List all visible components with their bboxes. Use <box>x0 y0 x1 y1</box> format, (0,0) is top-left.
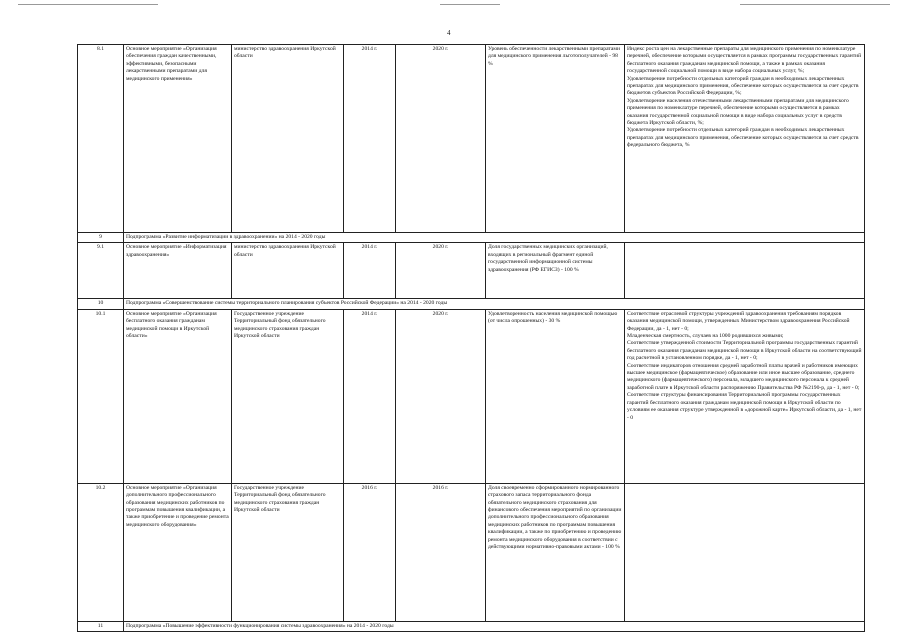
indicator-line: Индекс роста цен на лекарственные препараты для медицинского применения по номенклатуре перечней, обеспечение которыми осуществляется в рамках программы государственных гарантий бесплатного оказания гражданам медицинской помощи, а также в рамках оказания государственной социальной помощи в виде набора социальных услуг, %; <box>627 46 862 75</box>
program-table <box>77 44 865 632</box>
table-row <box>78 243 865 299</box>
indicator-line: Удовлетворение потребности отдельных категорий граждан в необходимых лекарственных препаратах для медицинского применения, обеспечение которых осуществляется за счет средств бюджетов субъектов Российской Федерации, %; <box>627 75 859 97</box>
section-number: 11 <box>78 621 124 631</box>
end-year-cell: 2020 г. <box>396 45 486 233</box>
section-title: Подпрограмма «Совершенствование системы территориального планирования субъектов Российской Федерации» на 2014 - 2020 годы <box>124 299 865 309</box>
executor-cell: министерство здравоохранения Иркутской области <box>232 243 344 299</box>
scan-edge-left <box>18 4 158 5</box>
event-cell: Основное мероприятие «Организация бесплатного оказания гражданам медицинской помощи в Иркутской области» <box>124 309 232 483</box>
event-cell: Основное мероприятие «Организация дополнительного профессионального образования медицинских работников по программам повышения квалификации, а также приобретение и проведение ремонта медицинского оборудования» <box>124 483 232 621</box>
scan-edge-right <box>740 4 890 5</box>
executor-cell: Государственное учреждение Территориальный фонд обязательного медицинского страхования граждан Иркутской области <box>232 309 344 483</box>
result-cell: Уровень обеспеченности лекарственными препаратами для медицинского применения льготополучателей - 98 % <box>486 45 625 233</box>
indicator-line: Младенческая смертность, случаев на 1000 родившихся живыми; <box>627 333 784 340</box>
section-title: Подпрограмма «Развитие информатизации в здравоохранении» на 2014 - 2020 годы <box>124 233 865 243</box>
row-number: 10.1 <box>78 309 124 483</box>
indicator-line: Соответствие утвержденной стоимости Территориальной программы государственных гарантий бесплатного оказания гражданам медицинской помощи в Иркутской области на соответствующий год расчетной в установленном порядке, да - 1, нет - 0; <box>627 340 862 362</box>
start-year-cell: 2014 г. <box>344 309 396 483</box>
table-row <box>78 309 865 483</box>
result-cell: Удовлетворенность населения медицинской помощью (от числа опрошенных) - 30 % <box>486 309 625 483</box>
section-row <box>78 233 865 243</box>
indicator-line: Удовлетворение населения отечественными лекарственными препаратами для медицинского применения по номенклатуре перечней, обеспечение которыми осуществляется в рамках оказания государственной социальной помощи в виде набора социальных услуг в средств бюджета Иркутской области, %; <box>627 97 849 127</box>
indicator-line: Удовлетворение потребности отдельных категорий граждан в необходимых лекарственных препаратах для медицинского применения, обеспечение которых осуществляется за счет средств федерального бюджета, % <box>627 127 859 149</box>
indicators-cell <box>625 309 865 483</box>
table-row <box>78 483 865 621</box>
table-row <box>78 45 865 233</box>
indicators-cell <box>625 243 865 299</box>
section-row <box>78 299 865 309</box>
section-number: 10 <box>78 299 124 309</box>
section-row <box>78 621 865 631</box>
end-year-cell: 2020 г. <box>396 243 486 299</box>
start-year-cell: 2014 г. <box>344 45 396 233</box>
start-year-cell: 2014 г. <box>344 243 396 299</box>
row-number: 10.2 <box>78 483 124 621</box>
result-cell: Доля своевременно сформированного нормированного страхового запаса территориального фонда обязательного медицинского страхования для финансового обеспечения мероприятий по организации дополнительного профессионального образования медицинских работников по программам повышения квалификации, а также по приобретению и проведению ремонта медицинского оборудования в соответствии с действующими нормативно-правовыми актами - 100 % <box>486 483 625 621</box>
indicators-cell <box>625 45 865 233</box>
indicators-cell <box>625 483 865 621</box>
row-number: 8.1 <box>78 45 124 233</box>
event-cell: Основное мероприятие «Организация обеспечения граждан качественными, эффективными, безопасными лекарственными препаратами для медицинского применения» <box>124 45 232 233</box>
executor-cell: министерство здравоохранения Иркутской области <box>232 45 344 233</box>
page-number: 4 <box>447 29 451 37</box>
end-year-cell: 2016 г. <box>396 483 486 621</box>
indicator-line: Соответствие структуры финансирования Территориальной программы государственных гарантий бесплатного оказания гражданам медицинской помощи в Иркутской области по условиям ее оказания структуре утвержденной в «дорожной карте» Иркутской области, да - 1, нет - 0 <box>627 392 862 421</box>
executor-cell: Государственное учреждение Территориальный фонд обязательного медицинского страхования граждан Иркутской области <box>232 483 344 621</box>
section-title: Подпрограмма «Повышение эффективности функционирования системы здравоохранения» на 2014 - 2020 годы <box>124 621 865 631</box>
row-number: 9.1 <box>78 243 124 299</box>
end-year-cell: 2020 г. <box>396 309 486 483</box>
result-cell: Доля государственных медицинских организаций, входящих в региональный фрагмент единой государственной информационной системы здравоохранения (РФ ЕГИСЗ) - 100 % <box>486 243 625 299</box>
scan-edge-middle <box>440 4 500 5</box>
event-cell: Основное мероприятие «Информатизация здравоохранения» <box>124 243 232 299</box>
indicator-line: Соответствие отраслевой структуры учреждений здравоохранения требованиям порядков оказания медицинской помощи, утвержденных Министерством здравоохранения Российской Федерации, да - 1, нет - 0; <box>627 310 850 332</box>
start-year-cell: 2016 г. <box>344 483 396 621</box>
section-number: 9 <box>78 233 124 243</box>
indicator-line: Соответствие индикаторов отношения средней заработной платы врачей и работников имеющих высшее медицинское (фармацевтическое) образование или иное высшее образование, среднего медицинского (фармацевтического) персонала, младшего медицинского персонала к средней заработной плате в Иркутской области распоряжению Правительства РФ №2190-р, да - 1, нет - 0; <box>627 362 860 391</box>
